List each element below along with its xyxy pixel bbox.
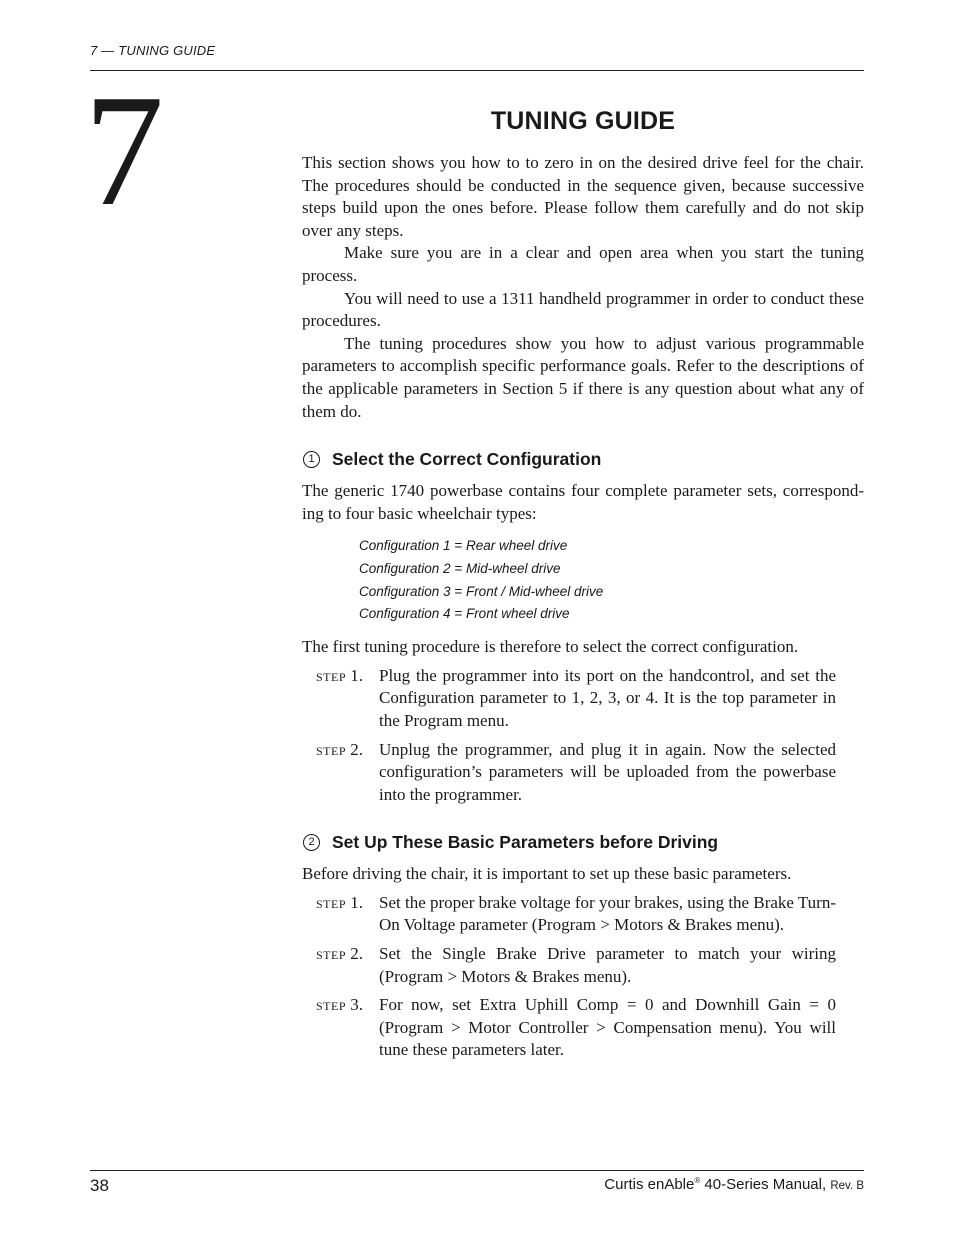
section-heading-text: Select the Correct Configuration — [332, 449, 602, 470]
step-list — [302, 892, 864, 1062]
step-label: STEP 1. — [316, 665, 364, 685]
page-number: 38 — [90, 1176, 109, 1195]
step-label: STEP 2. — [316, 739, 364, 759]
step-item — [302, 739, 864, 807]
intro-paragraph: You will need to use a 1311 handheld programmer in order to conduct these procedures. — [302, 288, 864, 331]
intro-paragraph: Make sure you are in a clear and open area when you start the tuning process. — [302, 243, 864, 285]
section-heading-text: Set Up These Basic Parameters before Driving — [332, 832, 719, 853]
chapter-title: TUNING GUIDE — [490, 107, 676, 135]
section-after-text: The first tuning procedure is therefore to select the correct configuration. — [302, 637, 799, 657]
step-item — [302, 994, 864, 1062]
step-list — [302, 665, 864, 807]
running-head: 7 — TUNING GUIDE — [90, 43, 216, 58]
intro-paragraph: This section shows you how to to zero in on the desired drive feel for the chair. The procedures should be conducted in the sequence given, because successive steps build upon the ones before. Please follow them carefully and do not skip over any steps. — [302, 153, 864, 240]
step-text: Unplug the programmer, and plug it in again. Now the selected configuration’s parameters will be uploaded from the powerbase into the programmer. — [379, 739, 836, 804]
configuration-item: Configuration 4 = Front wheel drive — [359, 606, 570, 622]
configuration-item: Configuration 2 = Mid-wheel drive — [359, 561, 561, 577]
step-label: STEP 1. — [316, 892, 364, 912]
step-text: Set the proper brake voltage for your brakes, using the Brake Turn-On Voltage parameter (Program > Motors & Brakes menu). — [379, 892, 836, 935]
section-heading-configuration — [302, 447, 864, 471]
configuration-item: Configuration 1 = Rear wheel drive — [359, 538, 568, 554]
section-heading-basic-parameters — [302, 830, 864, 854]
step-label: STEP 2. — [316, 944, 364, 964]
chapter-number: 7 — [84, 61, 164, 239]
footer-rule — [90, 1170, 864, 1171]
section-lead: The generic 1740 powerbase contains four complete parameter sets, correspond-ing to four basic wheelchair types: — [302, 481, 864, 523]
header-rule — [90, 70, 864, 71]
step-text: Set the Single Brake Drive parameter to match your wiring (Program > Motors & Brakes menu). — [379, 944, 836, 986]
circled-number-2-icon: 2 — [303, 834, 320, 851]
section-lead: Before driving the chair, it is important to set up these basic parameters. — [302, 864, 792, 884]
configuration-list — [359, 535, 864, 626]
step-item — [302, 943, 864, 988]
intro-paragraph: The tuning procedures show you how to adjust various programmable parameters to accomplish specific performance goals. Refer to the descriptions of the applicable parameters in Section 5 if there is any question about what any of them do. — [302, 333, 864, 421]
manual-title: Curtis enAble® 40-Series Manual, Rev. B — [604, 1176, 864, 1193]
step-label: STEP 3. — [316, 995, 364, 1015]
main-content — [302, 106, 864, 1068]
circled-number-1-icon: 1 — [303, 451, 320, 468]
step-item — [302, 665, 864, 733]
configuration-item: Configuration 3 = Front / Mid-wheel drive — [359, 583, 604, 599]
step-text: Plug the programmer into its port on the handcontrol, and set the Configuration parameter to 1, 2, 3, or 4. It is the top parameter in the Program menu. — [379, 665, 836, 730]
step-text: For now, set Extra Uphill Comp = 0 and Downhill Gain = 0 (Program > Motor Controller > Compensation menu). You will tune these parameters later. — [379, 995, 836, 1060]
step-item — [302, 892, 864, 937]
